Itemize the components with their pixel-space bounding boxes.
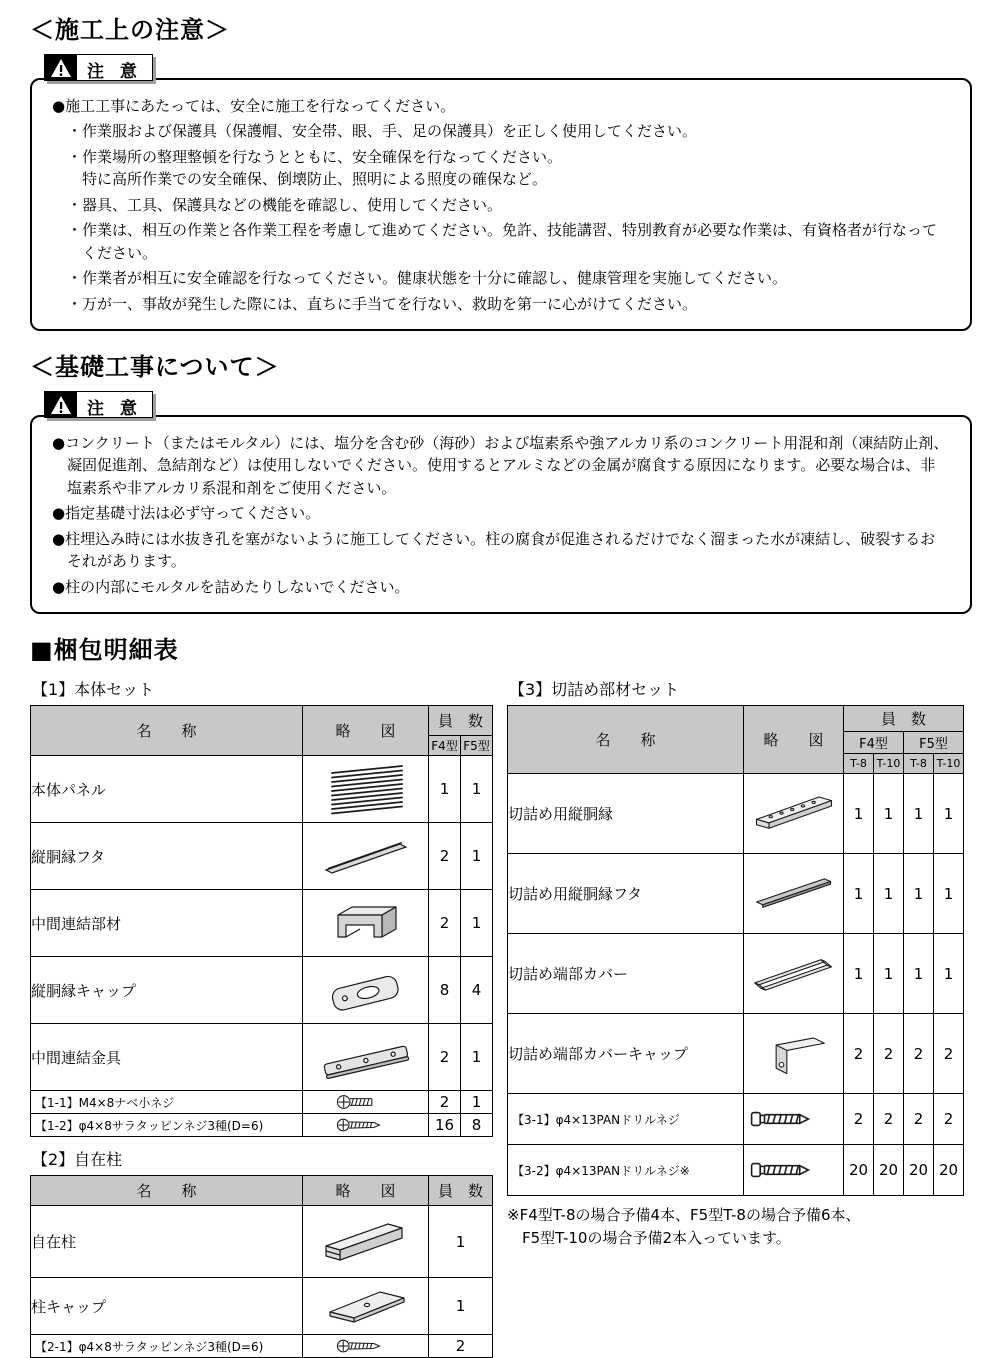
caution-item (52, 576, 950, 599)
table-row (31, 756, 493, 823)
qty-value: 1 (844, 934, 874, 1014)
qty-value: 1 (429, 1206, 493, 1278)
header-type: T-8 (904, 754, 934, 774)
header-qty: 員 数 (429, 706, 493, 736)
qty-value: 1 (934, 774, 964, 854)
part-name: 【1-2】φ4×8サラタッピンネジ3種(D=6) (31, 1114, 303, 1137)
caution-text: 作業場所の整理整頓を行なうとともに、安全確保を行なってください。 (82, 147, 563, 166)
header-qty: 員 数 (429, 1176, 493, 1206)
bullet: ・ (67, 294, 83, 313)
bullet: ● (52, 504, 66, 522)
table-row (31, 957, 493, 1024)
qty-value: 20 (874, 1145, 904, 1196)
panel-icon (303, 756, 429, 823)
flat-screw-icon (303, 1114, 429, 1137)
table-row (31, 890, 493, 957)
caution-item (67, 267, 950, 290)
bullet: ● (52, 529, 66, 548)
table-row (31, 1206, 493, 1278)
table-row (508, 854, 964, 934)
qty-value: 2 (874, 1094, 904, 1145)
bullet: ・ (67, 221, 83, 239)
adjustable-post-table (30, 1175, 493, 1358)
qty-value: 20 (904, 1145, 934, 1196)
table3-caption: 【3】切詰め部材セット (509, 680, 680, 699)
caution-item (67, 194, 950, 217)
qty-value: 1 (904, 774, 934, 854)
qty-value: 2 (934, 1014, 964, 1094)
header-type: T-8 (844, 754, 874, 774)
caution-item (52, 432, 950, 500)
qty-value: 1 (874, 854, 904, 934)
caution-label: 注 意 (87, 62, 142, 82)
caution-text: 柱の内部にモルタルを詰めたりしないでください。 (65, 577, 410, 596)
caution-badge (44, 391, 153, 418)
strip-icon (303, 823, 429, 890)
part-name: 【1-1】M4×8ナベ小ネジ (31, 1091, 303, 1114)
bullet: ・ (67, 269, 83, 287)
caution-label: 注 意 (87, 399, 142, 419)
header-model: F5型 (461, 736, 493, 756)
qty-value: 1 (844, 854, 874, 934)
foundation-caution-box (30, 415, 972, 615)
table-row (508, 934, 964, 1014)
header-model: F5型 (904, 732, 964, 754)
bullet: ・ (67, 147, 83, 166)
table-row (31, 1114, 493, 1137)
flat-screw-icon (303, 1335, 429, 1358)
qty-value: 1 (874, 774, 904, 854)
footnote-line2: F5型T-10の場合予備2本入っています。 (522, 1228, 791, 1247)
warning-triangle-icon (45, 392, 77, 417)
main-body-set-table (30, 705, 493, 1137)
qty-value: 2 (429, 1024, 461, 1091)
bullet: ・ (67, 195, 83, 214)
table-row (508, 774, 964, 854)
part-name: 縦胴縁フタ (31, 823, 303, 890)
caution-item (67, 146, 950, 191)
caution-text: 作業は、相互の作業と各作業工程を考慮して進めてください。免許、技能講習、特別教育が必要な作業は、有資格者が行なってください。 (82, 221, 938, 262)
table-row (31, 1278, 493, 1335)
part-name: 【3-2】φ4×13PANドリルネジ※ (508, 1145, 744, 1196)
part-name: 切詰め用縦胴縁フタ (508, 854, 744, 934)
part-name: 中間連結部材 (31, 890, 303, 957)
qty-value: 1 (934, 934, 964, 1014)
drill-screw-icon (744, 1094, 844, 1145)
qty-value: 1 (844, 774, 874, 854)
qty-value: 20 (844, 1145, 874, 1196)
part-name: 切詰め用縦胴縁 (508, 774, 744, 854)
bullet: ● (52, 96, 66, 115)
qty-value: 1 (461, 756, 493, 823)
channel-icon (303, 890, 429, 957)
qty-value: 2 (934, 1094, 964, 1145)
header-diagram: 略 図 (744, 706, 844, 774)
warning-triangle-icon (45, 55, 77, 80)
qty-value: 1 (461, 1024, 493, 1091)
caution-text: コンクリート（またはモルタル）には、塩分を含む砂（海砂）および塩素系や強アルカリ系のコンクリート用混和剤（凍結防止剤、凝固促進剤、急結剤など）は使用しないでください。使用するとアルミなどの金属が腐食する原因になります。必要な場合は、非塩素系や非アルカリ系混和剤をご使用ください。 (65, 433, 949, 497)
cut-parts-set-table (507, 705, 964, 1196)
part-name: 中間連結金具 (31, 1024, 303, 1091)
qty-value: 2 (844, 1094, 874, 1145)
bullet: ● (52, 433, 66, 452)
thin-strip-icon (744, 854, 844, 934)
qty-value: 2 (874, 1014, 904, 1094)
section-title-foundation: ＜基礎工事について＞ (30, 353, 280, 381)
qty-value: 2 (429, 890, 461, 957)
packing-right-column (507, 677, 964, 1249)
caution-item (52, 502, 950, 525)
table-row (508, 1014, 964, 1094)
caution-text: 施工工事にあたっては、安全に施工を行なってください。 (65, 96, 456, 115)
qty-value: 8 (429, 957, 461, 1024)
part-name: 切詰め端部カバー (508, 934, 744, 1014)
part-name: 【3-1】φ4×13PANドリルネジ (508, 1094, 744, 1145)
part-name: 柱キャップ (31, 1278, 303, 1335)
table-row (508, 1145, 964, 1196)
qty-value: 1 (904, 854, 934, 934)
part-name: 自在柱 (31, 1206, 303, 1278)
qty-value: 1 (461, 823, 493, 890)
table-row (31, 823, 493, 890)
caution-subtext: 特に高所作業での安全確保、倒壊防止、照明による照度の確保など。 (82, 170, 548, 188)
post-icon (303, 1206, 429, 1278)
table-row (31, 1091, 493, 1114)
table2-caption: 【2】自在柱 (32, 1150, 123, 1169)
header-model: F4型 (429, 736, 461, 756)
caution-item (67, 120, 950, 143)
qty-value: 2 (904, 1094, 934, 1145)
cover-icon (744, 934, 844, 1014)
header-diagram: 略 図 (303, 706, 429, 756)
qty-value: 1 (874, 934, 904, 1014)
caution-badge (44, 54, 153, 81)
header-name: 名 称 (31, 706, 303, 756)
plate-icon (303, 1278, 429, 1335)
header-qty: 員 数 (844, 706, 964, 732)
part-name: 【2-1】φ4×8サラタッピンネジ3種(D=6) (31, 1335, 303, 1358)
qty-value: 1 (461, 890, 493, 957)
caution-text: 作業者が相互に安全確認を行なってください。健康状態を十分に確認し、健康管理を実施してください。 (82, 269, 788, 287)
header-diagram: 略 図 (303, 1176, 429, 1206)
part-name: 切詰め端部カバーキャップ (508, 1014, 744, 1094)
table-row (508, 1094, 964, 1145)
header-type: T-10 (874, 754, 904, 774)
caution-item (67, 293, 950, 316)
caution-text: 作業服および保護具（保護帽、安全帯、眼、手、足の保護具）を正しく使用してください。 (82, 122, 698, 140)
qty-value: 4 (461, 957, 493, 1024)
qty-value: 1 (904, 934, 934, 1014)
part-name: 本体パネル (31, 756, 303, 823)
pan-screw-icon (303, 1091, 429, 1114)
caution-text: 指定基礎寸法は必ず守ってください。 (65, 504, 321, 522)
rail-icon (744, 774, 844, 854)
table1-caption: 【1】本体セット (32, 680, 155, 699)
section-title-construction: ＜施工上の注意＞ (30, 16, 230, 44)
qty-value: 1 (461, 1091, 493, 1114)
cap-icon (303, 957, 429, 1024)
caution-list (52, 432, 950, 599)
qty-value: 16 (429, 1114, 461, 1137)
table-row (31, 1335, 493, 1358)
caution-item (52, 528, 950, 573)
bullet: ● (52, 577, 66, 596)
section-title-packing: ■梱包明細表 (30, 636, 179, 664)
packing-tables-area (30, 677, 972, 1358)
header-name: 名 称 (508, 706, 744, 774)
caution-text: 器具、工具、保護具などの機能を確認し、使用してください。 (82, 195, 503, 214)
qty-value: 1 (429, 756, 461, 823)
qty-value: 2 (429, 1091, 461, 1114)
qty-value: 2 (429, 823, 461, 890)
cover-cap-icon (744, 1014, 844, 1094)
header-name: 名 称 (31, 1176, 303, 1206)
header-model: F4型 (844, 732, 904, 754)
caution-list (52, 95, 950, 316)
caution-text: 万が一、事故が発生した際には、直ちに手当てを行ない、救助を第一に心がけてください。 (82, 294, 698, 313)
construction-caution-box (30, 78, 972, 332)
header-type: T-10 (934, 754, 964, 774)
footnote-line1: ※F4型T-8の場合予備4本、F5型T-8の場合予備6本、 (507, 1206, 861, 1224)
bullet: ・ (67, 122, 83, 140)
drill-screw-icon (744, 1145, 844, 1196)
part-name: 縦胴縁キャップ (31, 957, 303, 1024)
qty-value: 8 (461, 1114, 493, 1137)
qty-value: 2 (844, 1014, 874, 1094)
bracket-icon (303, 1024, 429, 1091)
qty-value: 1 (429, 1278, 493, 1335)
qty-value: 2 (429, 1335, 493, 1358)
table-row (31, 1024, 493, 1091)
caution-text: 柱埋込み時には水抜き孔を塞がないように施工してください。柱の腐食が促進されるだけでなく溜まった水が凍結し、破裂するおそれがあります。 (65, 529, 936, 570)
caution-item (52, 95, 950, 118)
footnote (507, 1204, 964, 1249)
qty-value: 1 (934, 854, 964, 934)
qty-value: 20 (934, 1145, 964, 1196)
packing-left-column (30, 677, 493, 1358)
caution-item (67, 219, 950, 264)
qty-value: 2 (904, 1014, 934, 1094)
